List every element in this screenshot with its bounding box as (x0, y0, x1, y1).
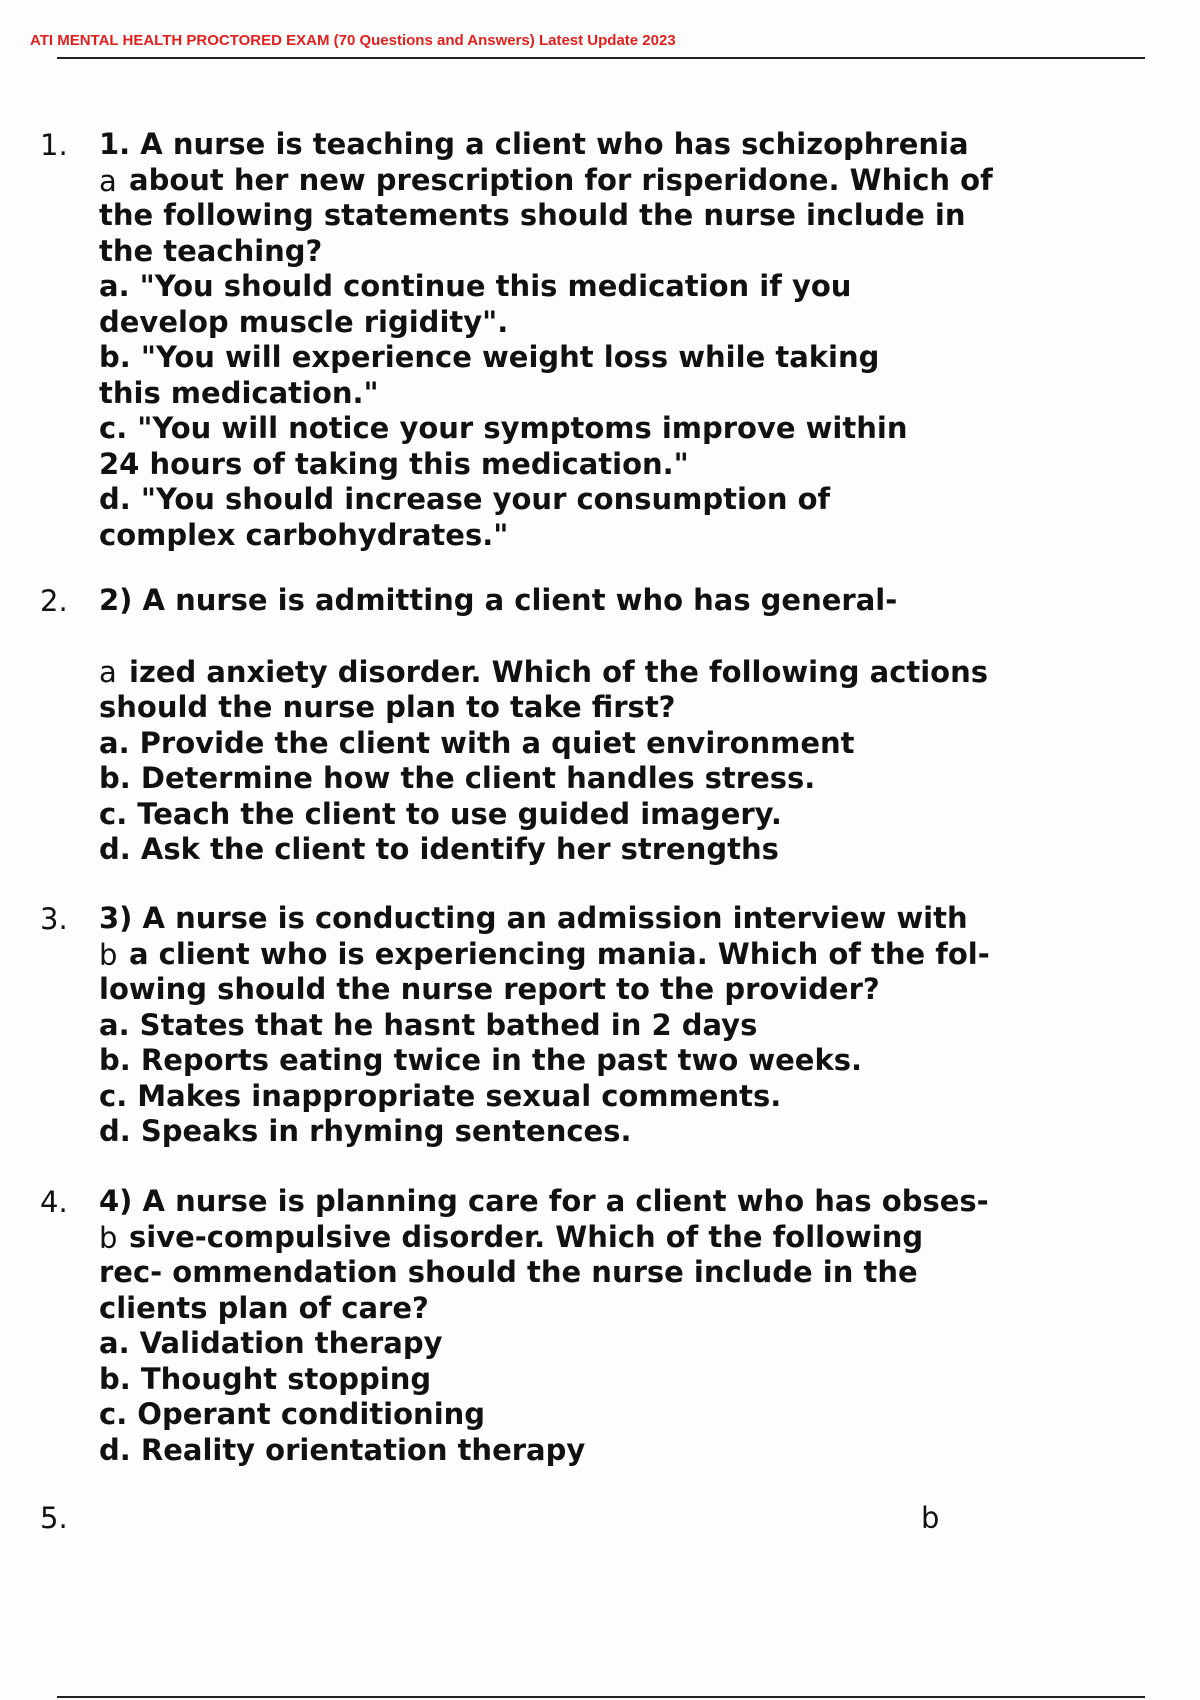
answer-option: a. "You should continue this medication if you (99, 269, 852, 303)
question-text (99, 127, 999, 553)
answer-option: a. Validation therapy (99, 1326, 443, 1360)
answer-letter: b (99, 938, 118, 972)
answer-option: 24 hours of taking this medication." (99, 446, 689, 481)
answer-letter: b (921, 1501, 940, 1535)
answer-option: c. Teach the client to use guided imagery. (99, 796, 782, 831)
question-line: should the nurse plan to take first? (99, 690, 676, 724)
question-line: about her new prescription for risperidone. Which of (129, 162, 993, 197)
answer-letter: a (99, 655, 117, 689)
document-title: ATI MENTAL HEALTH PROCTORED EXAM (70 Questions and Answers) Latest Update 2023 (30, 32, 676, 49)
question-line: clients plan of care? (99, 1290, 429, 1325)
question-line: the following statements should the nurse include in (99, 198, 966, 232)
answer-option: c. Makes inappropriate sexual comments. (99, 1078, 782, 1113)
question-line: 1. A nurse is teaching a client who has schizophrenia (99, 127, 969, 161)
question-text (99, 1184, 999, 1468)
question-line: lowing should the nurse report to the provider? (99, 972, 880, 1006)
question-line: 3) A nurse is conducting an admission interview with (99, 901, 968, 935)
answer-option: d. Ask the client to identify her strengths (99, 832, 779, 866)
question-line (99, 619, 999, 655)
question-text (99, 901, 999, 1150)
answer-option: a. States that he hasnt bathed in 2 days (99, 1007, 758, 1042)
question-line: 4) A nurse is planning care for a client who has obses- (99, 1184, 989, 1218)
header-divider (57, 57, 1145, 59)
answer-option: d. Reality orientation therapy (99, 1432, 586, 1467)
question-number: 4. (40, 1185, 68, 1219)
answer-option: b. Reports eating twice in the past two weeks. (99, 1043, 863, 1077)
answer-option: b. Thought stopping (99, 1361, 432, 1396)
question-text (99, 583, 999, 868)
question-line: sive-compulsive disorder. Which of the following (129, 1219, 924, 1254)
question-number: 3. (40, 902, 68, 936)
question-line: the teaching? (99, 233, 323, 268)
answer-option: b. Determine how the client handles stress. (99, 761, 816, 795)
answer-option: c. Operant conditioning (99, 1397, 486, 1431)
answer-option: c. "You will notice your symptoms improve within (99, 411, 908, 445)
question-number: 1. (40, 128, 68, 162)
answer-option: a. Provide the client with a quiet environment (99, 725, 855, 760)
answer-letter: a (99, 164, 117, 198)
question-line: a client who is experiencing mania. Which of the fol- (129, 936, 990, 971)
answer-option: d. Speaks in rhyming sentences. (99, 1114, 632, 1148)
answer-letter: b (99, 1221, 118, 1255)
question-line: ized anxiety disorder. Which of the following actions (129, 654, 989, 689)
answer-option: b. "You will experience weight loss while taking (99, 340, 880, 374)
question-line: rec- ommendation should the nurse include in the (99, 1255, 918, 1289)
answer-option: complex carbohydrates." (99, 517, 509, 552)
answer-option: this medication." (99, 375, 379, 410)
answer-option: develop muscle rigidity". (99, 304, 509, 339)
question-line: 2) A nurse is admitting a client who has general- (99, 583, 898, 617)
question-number: 2. (40, 584, 68, 618)
question-number: 5. (40, 1501, 68, 1535)
footer-divider (57, 1696, 1145, 1698)
answer-option: d. "You should increase your consumption of (99, 482, 831, 516)
